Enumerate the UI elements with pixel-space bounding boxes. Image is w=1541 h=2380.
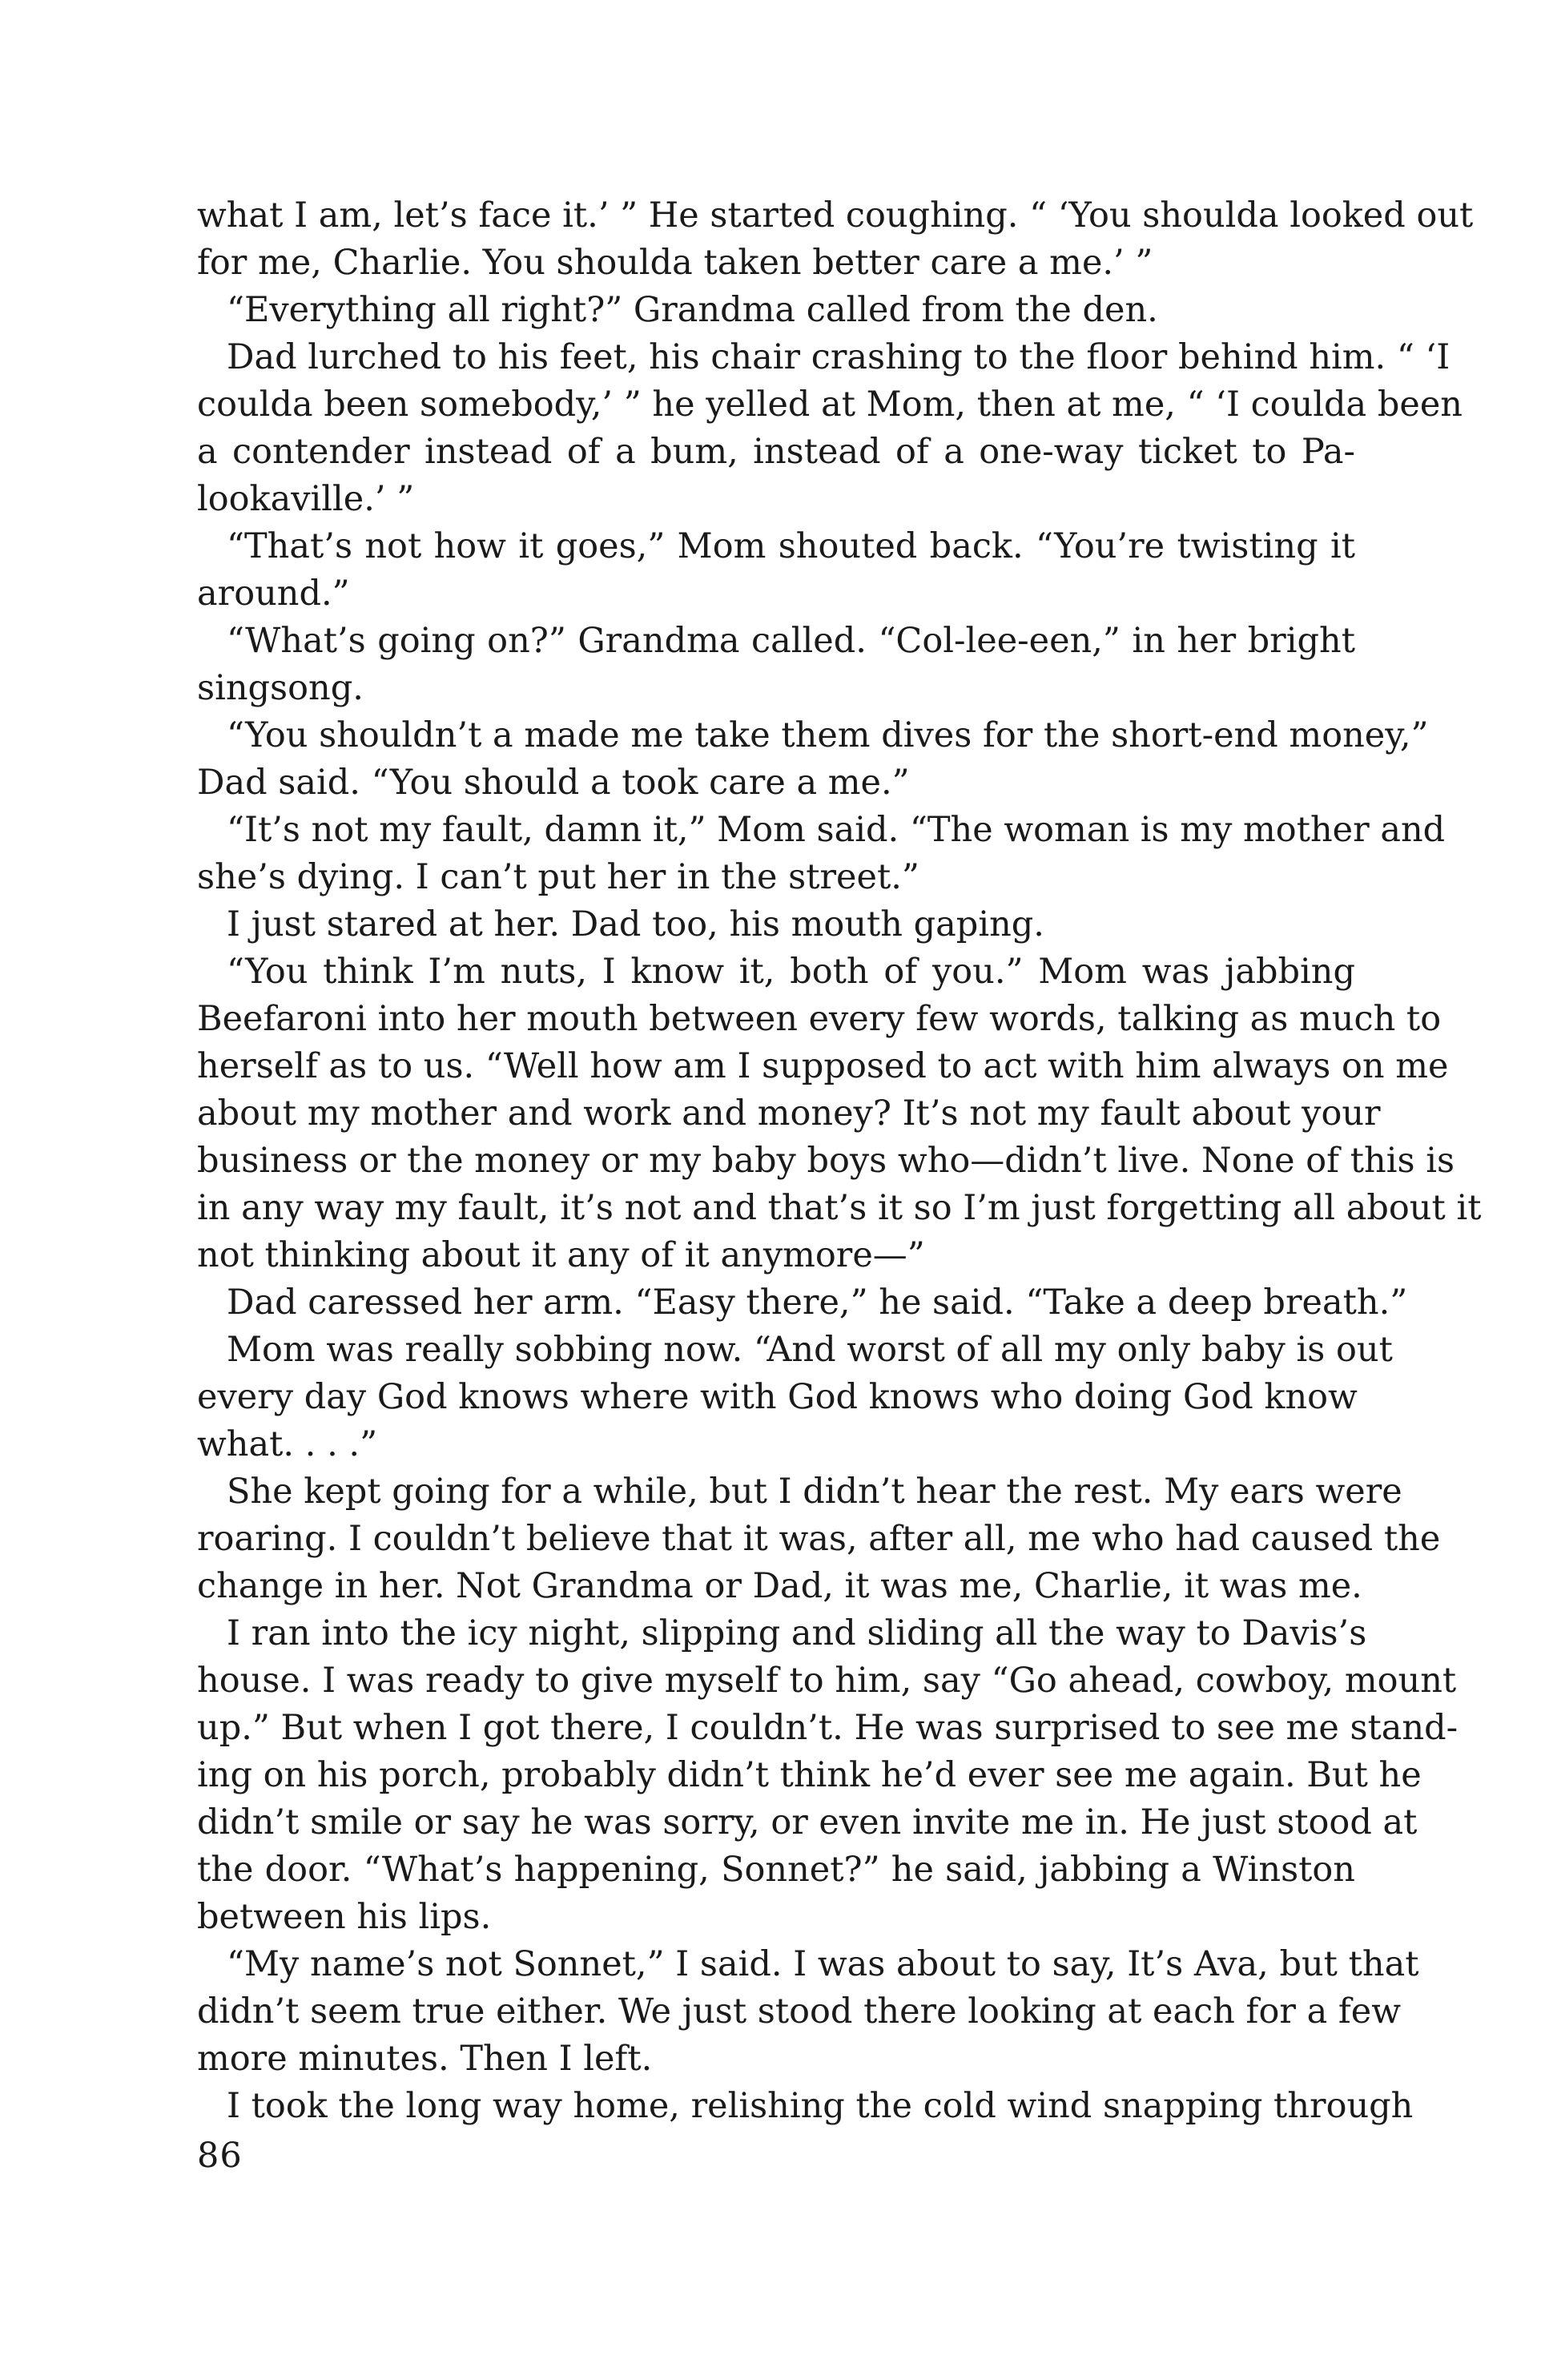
text-line: “You shouldn’t a made me take them dives for the short-end money,” (227, 715, 1429, 755)
text-line: didn’t smile or say he was sorry, or even invite me in. He just stood at (197, 1802, 1418, 1842)
text-line: Dad said. “You should a took care a me.” (197, 763, 910, 803)
text-line: around.” (197, 574, 350, 614)
text-line: change in her. Not Grandma or Dad, it was me, Charlie, it was me. (197, 1566, 1362, 1606)
text-line: Dad lurched to his feet, his chair crashing to the floor behind him. “ ‘I (227, 337, 1450, 377)
body-text (197, 192, 1482, 2130)
text-line: she’s dying. I can’t put her in the street.” (197, 857, 919, 897)
text-line: “Everything all right?” Grandma called from the den. (227, 290, 1158, 330)
text-line: roaring. I couldn’t believe that it was, after all, me who had caused the (197, 1519, 1441, 1559)
text-line: more minutes. Then I left. (197, 2039, 653, 2079)
text-line: I ran into the icy night, slipping and sliding all the way to Davis’s (227, 1613, 1367, 1653)
text-line: ing on his porch, probably didn’t think he’d ever see me again. But he (197, 1755, 1422, 1795)
text-line: “What’s going on?” Grandma called. “Col-lee-een,” in her bright (227, 621, 1355, 661)
text-line: business or the money or my baby boys who—didn’t live. None of this is (197, 1141, 1455, 1181)
text-line: a contender instead of a bum, instead of a one-way ticket to Pa- (197, 432, 1355, 472)
text-line: up.” But when I got there, I couldn’t. He was surprised to see me stand- (197, 1708, 1459, 1748)
text-line: “My name’s not Sonnet,” I said. I was about to say, It’s Ava, but that (227, 1944, 1419, 1984)
text-line: house. I was ready to give myself to him, say “Go ahead, cowboy, mount (197, 1661, 1457, 1701)
text-line: didn’t seem true either. We just stood there looking at each for a few (197, 1991, 1402, 2032)
text-line: the door. “What’s happening, Sonnet?” he said, jabbing a Winston (197, 1850, 1355, 1890)
text-line: Dad caressed her arm. “Easy there,” he said. “Take a deep breath.” (227, 1283, 1408, 1323)
text-line: about my mother and work and money? It’s not my fault about your (197, 1093, 1381, 1134)
text-line: “That’s not how it goes,” Mom shouted back. “You’re twisting it (227, 526, 1355, 566)
text-line: I took the long way home, relishing the cold wind snapping through (227, 2086, 1414, 2126)
text-line: Beefaroni into her mouth between every few words, talking as much to (197, 999, 1442, 1039)
text-line: what. . . .” (197, 1424, 378, 1464)
text-line: every day God knows where with God knows who doing God know (197, 1377, 1358, 1417)
text-line: herself as to us. “Well how am I supposed to act with him always on me (197, 1046, 1449, 1086)
text-line: not thinking about it any of it anymore—” (197, 1235, 925, 1275)
text-line: “You think I’m nuts, I know it, both of you.” Mom was jabbing (227, 952, 1355, 992)
text-line: what I am, let’s face it.’ ” He started coughing. “ ‘You shoulda looked out (197, 195, 1474, 236)
text-line: between his lips. (197, 1897, 492, 1937)
text-line: “It’s not my fault, damn it,” Mom said. “The woman is my mother and (227, 810, 1446, 850)
text-line: coulda been somebody,’ ” he yelled at Mom, then at me, “ ‘I coulda been (197, 385, 1463, 425)
text-line: She kept going for a while, but I didn’t hear the rest. My ears were (227, 1472, 1402, 1512)
text-line: in any way my fault, it’s not and that’s it so I’m just forgetting all about it (197, 1188, 1482, 1228)
text-line: lookaville.’ ” (197, 479, 415, 519)
text-line: for me, Charlie. You shoulda taken better care a me.’ ” (197, 243, 1153, 283)
page-number: 86 (197, 2136, 243, 2176)
text-line: singsong. (197, 668, 364, 708)
text-line: Mom was really sobbing now. “And worst of all my only baby is out (227, 1330, 1393, 1370)
text-line: I just stared at her. Dad too, his mouth gaping. (227, 904, 1044, 944)
